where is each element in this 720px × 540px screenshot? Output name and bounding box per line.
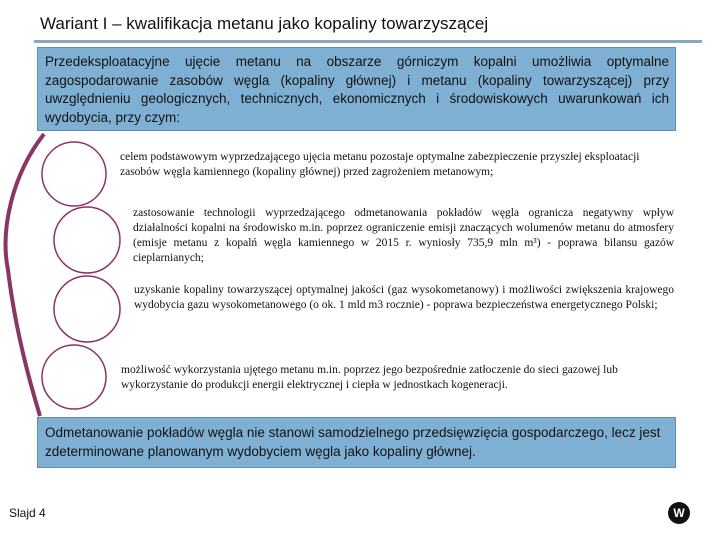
bullet-circle-2 (54, 207, 120, 273)
bullet-item-3: uzyskanie kopaliny towarzyszącej optymalnej jakości (gaz wysokometanowy) i możliwości zwiększenia krajowego wydobycia gazu wysokometanowego (o ok. 1 mld m3 rocznie) - poprawa bezpieczeństwa energetycznego Polski; (134, 284, 674, 311)
connector-arc (6, 134, 44, 416)
slide-number: Slajd 4 (9, 506, 46, 520)
bullet-circle-3 (54, 276, 120, 342)
bullet-item-1: celem podstawowym wyprzedzającego ujęcia metanu pozostaje optymalne zabezpieczenie przyszłej eksploatacji zasobów węgla kamiennego (kopaliny głównej) przed zagrożeniem metanowym; (120, 151, 640, 178)
bullet-item-4: możliwość wykorzystania ujętego metanu m.in. poprzez jego bezpośrednie zatłoczenie do sieci gazowej lub wykorzystanie do produkcji energii elektrycznej i ciepła w jednostkach kogeneracji. (121, 364, 618, 391)
bullet-item-2: zastosowanie technologii wyprzedzającego odmetanowania pokładów węgla ogranicza negatywny wpływ działalności kopalni na środowisko m.in. poprzez ograniczenie emisji znaczących wolumenów metanu do atmosfery (emisje metanu z kopalń węgla kamiennego w 2015 r. wyniosły 735,9 mln m³) - poprawa bilansu gazów cieplarnianych; (133, 207, 674, 264)
slide-title: Wariant I – kwalifikacja metanu jako kopaliny towarzyszącej (40, 14, 489, 33)
conclusion-box (37, 417, 676, 468)
logo-icon: W (668, 502, 690, 524)
conclusion-text: Odmetanowanie pokładów węgla nie stanowi samodzielnego przedsięwzięcia gospodarczego, lecz jest zdeterminowane planowanym wydobyciem węgla jako kopaliny głównej. (45, 425, 661, 459)
bullet-circle-4 (42, 345, 106, 409)
intro-text: Przedeksploatacyjne ujęcie metanu na obszarze górniczym kopalni umożliwia optymalne zagospodarowanie zasobów węgla (kopaliny głównej) i metanu (kopaliny towarzyszącej) przy uwzględnieniu geologicznych, technicznych, ekonomicznych i środowiskowych uwarunkowań ich wydobycia, przy czym: (45, 54, 669, 125)
bullet-circle-1 (42, 142, 106, 206)
